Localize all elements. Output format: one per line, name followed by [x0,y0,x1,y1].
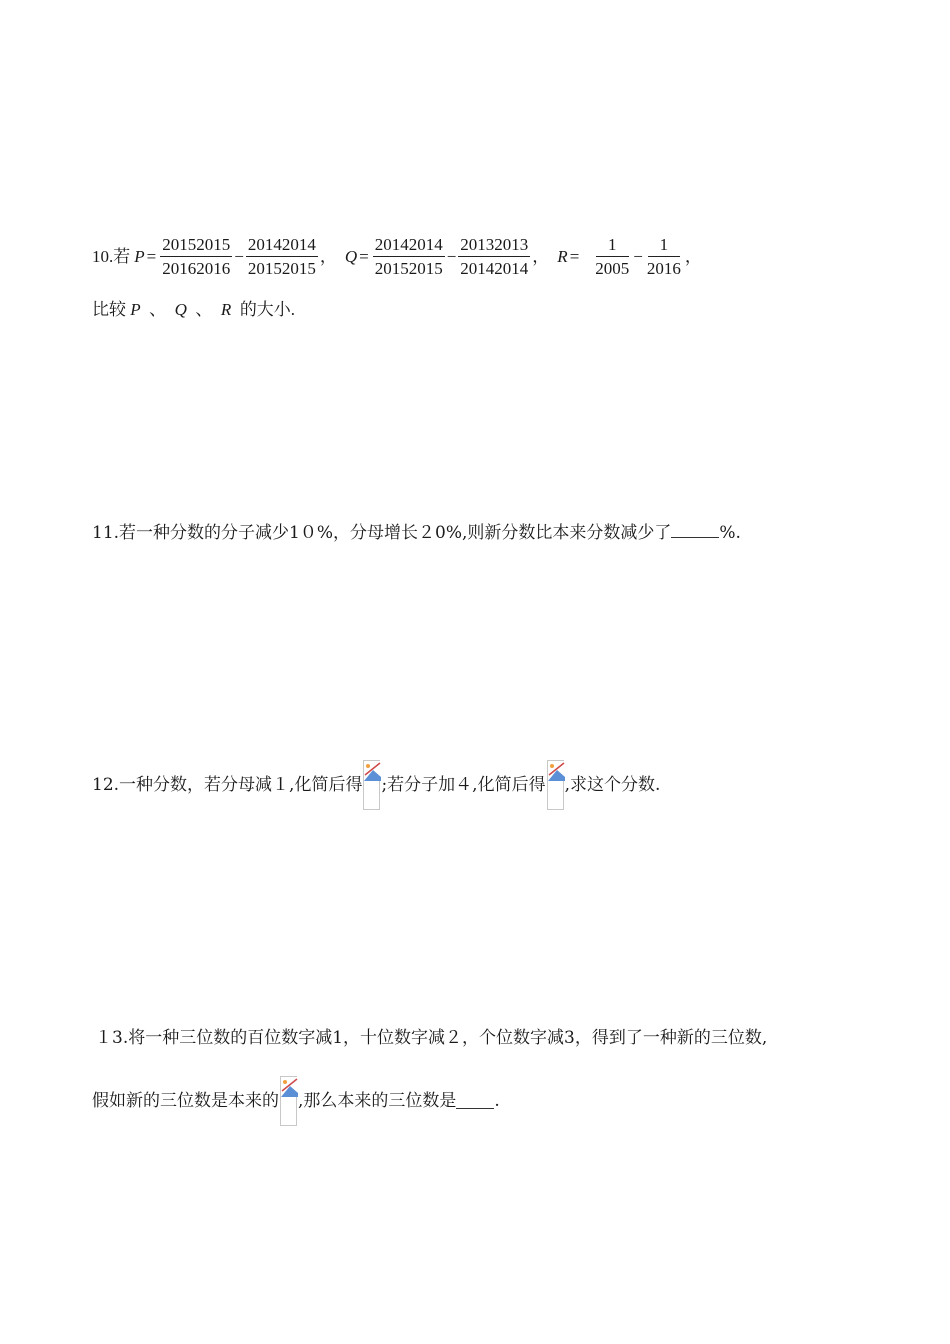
question-text: ;若分子加４,化简后得 [381,774,546,795]
numerator: 20132013 [458,236,530,257]
fraction [645,236,683,277]
question-10 [92,236,702,277]
question-text: 11.若一种分数的分子减少1０%，分母增长２0%,则新分数比本来分数减少了 [92,523,672,543]
compare-text: 比较 [92,300,126,319]
denominator: 2016 [646,259,681,278]
broken-image-icon [280,1076,297,1126]
fraction [246,236,318,277]
separator: 、 [191,300,217,319]
broken-image-icon [547,760,564,810]
minus: − [633,247,643,266]
minus: − [446,247,457,266]
q10-prefix: 10.若 [92,247,131,266]
answer-blank[interactable] [671,523,719,538]
question-13-line1 [95,1030,767,1047]
var-r: R [220,300,232,319]
numerator: 1 [596,236,629,257]
answer-blank[interactable] [456,1094,494,1109]
question-text: １3.将一种三位数的百位数字减1，十位数字减２，个位数字减3，得到了一种新的三位数, [95,1028,768,1048]
numerator: 20142014 [246,236,318,257]
equals: = [569,247,580,266]
denominator: 20162016 [162,259,231,278]
denominator: 2005 [595,259,630,278]
question-text: 假如新的三位数是本来的 [92,1090,279,1111]
broken-image-icon [363,760,380,810]
equals: = [359,247,369,266]
var-p: P [130,300,141,319]
var-q: Q [174,300,187,319]
question-suffix: %. [719,523,741,543]
separator: ， [532,247,550,266]
question-11 [92,523,741,542]
separator: ， [319,247,337,266]
end-punct: ， [684,247,702,266]
fraction [458,236,530,277]
numerator: 1 [648,236,681,257]
separator: 、 [144,300,171,319]
question-13-line2 [92,1076,500,1126]
denominator: 20152015 [247,259,316,278]
numerator: 20152015 [160,236,232,257]
question-10-line2 [92,301,295,318]
compare-suffix: 的大小. [235,300,296,319]
minus: − [234,247,244,266]
question-text: ,那么本来的三位数是 [298,1090,457,1111]
question-text: 12.一种分数，若分母减１,化简后得 [92,774,363,795]
question-text: ,求这个分数. [564,774,661,795]
question-12 [92,760,660,810]
var-p: P [134,247,145,266]
fraction [373,236,445,277]
fraction [160,236,232,277]
denominator: 20142014 [460,259,529,278]
denominator: 20152015 [374,259,443,278]
fraction [593,236,631,277]
question-suffix: . [494,1090,500,1111]
numerator: 20142014 [373,236,445,257]
var-q: Q [344,247,358,266]
equals: = [146,247,157,266]
var-r: R [557,247,568,266]
